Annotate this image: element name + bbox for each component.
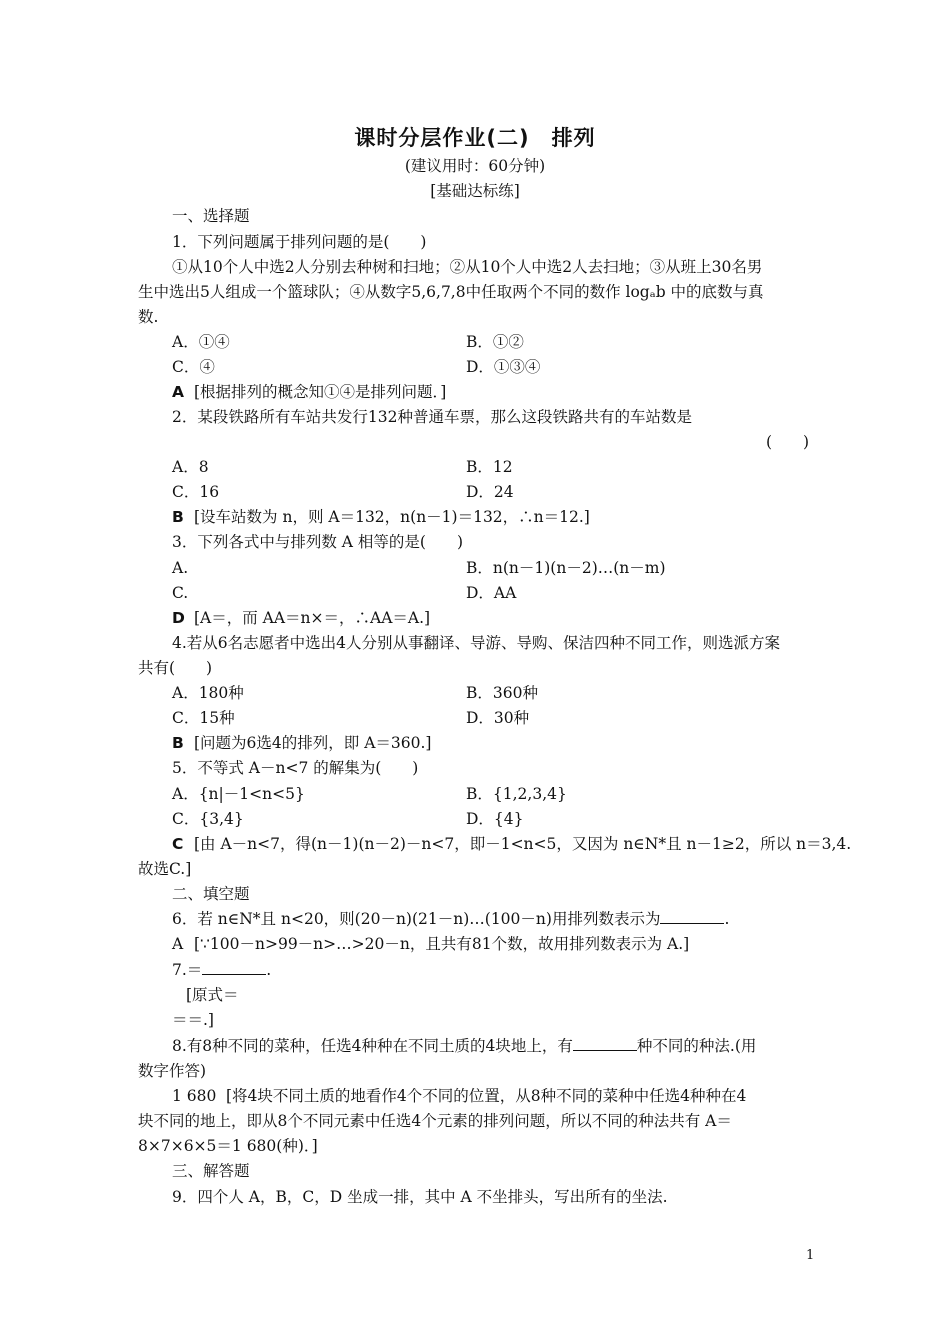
page-number: 1 <box>806 1248 815 1263</box>
question-8-blank <box>573 1036 637 1051</box>
question-2-explanation: [设车站数为 n，则 A＝132，n(n－1)＝132，∴n＝12.] <box>194 508 590 526</box>
question-2-option-a: A．8 <box>172 458 209 476</box>
question-1-explanation: [根据排列的概念知①④是排列问题．] <box>194 383 447 401</box>
question-2-option-d: D．24 <box>466 483 514 501</box>
question-2-paren: ( ) <box>766 433 810 451</box>
question-1-option-b: B．①② <box>466 333 524 351</box>
question-1-option-d: D．①③④ <box>466 358 541 376</box>
question-8-explanation-line1: [将4块不同土质的地看作4个不同的位置，从8种不同的菜种中任选4种种在4 <box>226 1087 747 1105</box>
question-8-answer: 1 680 <box>172 1087 217 1105</box>
question-5-explanation-line2: 故选C.] <box>138 860 192 878</box>
question-4-option-b: B．360种 <box>466 684 538 702</box>
question-3-option-a: A. <box>172 559 189 577</box>
question-6-stem-text: 6．若 n∈N*且 n<20，则(20－n)(21－n)…(100－n)用排列数表示为 <box>172 910 661 928</box>
question-6-explanation: [∵100－n>99－n>…>20－n，且共有81个数，故用排列数表示为 A.] <box>194 935 690 953</box>
question-5-option-b: B．{1,2,3,4} <box>466 785 567 803</box>
page-title: 课时分层作业(二) 排列 <box>354 126 596 150</box>
question-4-option-c: C．15种 <box>172 709 235 727</box>
question-8-stem-end: 种不同的种法.(用 <box>636 1037 757 1055</box>
question-6-stem <box>172 909 729 929</box>
question-4-stem-line2: 共有( ) <box>138 659 213 677</box>
question-3-option-d: D．AA <box>466 584 517 602</box>
section-heading-fill: 二、填空题 <box>172 885 250 903</box>
question-6-stem-end: . <box>724 910 730 928</box>
level-tag: [基础达标练] <box>430 182 520 200</box>
question-3-explanation: [A＝，而 AA＝n×＝，∴AA＝A.] <box>194 609 431 627</box>
question-5-explanation-line1: [由 A－n<7，得(n－1)(n－2)－n<7，即－1<n<5，又因为 n∈N*且 n－1≥2，所以 n＝3,4. <box>194 835 852 853</box>
question-1-body-line2: 生中选出5人组成一个篮球队；④从数字5,6,7,8中任取两个不同的数作 logₐb 中的底数与真 <box>138 283 764 301</box>
question-9-stem: 9．四个人 A，B，C，D 坐成一排，其中 A 不坐排头，写出所有的坐法. <box>172 1188 668 1206</box>
question-5-option-a: A．{n|－1<n<5} <box>172 785 305 803</box>
time-note: (建议用时：60分钟) <box>404 157 546 175</box>
question-4-stem-line1: 4.若从6名志愿者中选出4人分别从事翻译、导游、导购、保洁四种不同工作，则选派方案 <box>172 634 781 652</box>
question-6-answer: A <box>172 935 184 953</box>
question-1-body-line1: ①从10个人中选2人分别去种树和扫地；②从10个人中选2人去扫地；③从班上30名男 <box>172 258 763 276</box>
question-4-answer: B <box>172 734 184 752</box>
question-3-answer: D <box>172 609 185 627</box>
question-4-option-d: D．30种 <box>466 709 530 727</box>
question-3-stem: 3．下列各式中与排列数 A 相等的是( ) <box>172 533 464 551</box>
question-8-explanation-line3: 8×7×6×5＝1 680(种)．] <box>138 1137 318 1155</box>
section-heading-choice: 一、选择题 <box>172 207 250 225</box>
question-2-stem: 2．某段铁路所有车站共发行132种普通车票，那么这段铁路共有的车站数是 <box>172 408 692 426</box>
question-5-option-c: C．{3,4} <box>172 810 244 828</box>
question-4-option-a: A．180种 <box>172 684 244 702</box>
question-7-explanation-line1: [原式＝ <box>186 986 239 1004</box>
question-4-explanation: [问题为6选4的排列，即 A＝360.] <box>194 734 432 752</box>
question-8-stem-line2: 数字作答) <box>138 1062 207 1080</box>
question-5-option-d: D．{4} <box>466 810 524 828</box>
question-2-option-c: C．16 <box>172 483 220 501</box>
question-1-stem: 1．下列问题属于排列问题的是( ) <box>172 233 427 251</box>
question-7-explanation-line2: ＝＝.] <box>172 1011 214 1029</box>
question-7-stem-text: 7.＝ <box>172 961 203 979</box>
question-2-answer: B <box>172 508 184 526</box>
question-7-stem <box>172 960 271 980</box>
question-3-option-b: B．n(n－1)(n－2)…(n－m) <box>466 559 666 577</box>
question-7-stem-end: . <box>266 961 272 979</box>
question-7-blank <box>202 960 266 975</box>
question-8-stem <box>172 1036 756 1056</box>
section-heading-solve: 三、解答题 <box>172 1162 250 1180</box>
question-5-stem: 5．不等式 A－n<7 的解集为( ) <box>172 759 419 777</box>
question-1-option-a: A．①④ <box>172 333 230 351</box>
question-5-answer: C <box>172 835 184 853</box>
question-1-answer: A <box>172 383 184 401</box>
question-6-blank <box>660 909 724 924</box>
question-3-option-c: C. <box>172 584 189 602</box>
question-2-option-b: B．12 <box>466 458 513 476</box>
question-1-option-c: C．④ <box>172 358 215 376</box>
question-1-body-line3: 数. <box>138 308 159 326</box>
question-8-explanation-line2: 块不同的地上，即从8个不同元素中任选4个元素的排列问题，所以不同的种法共有 A＝ <box>138 1112 732 1130</box>
question-8-stem-text: 8.有8种不同的菜种，任选4种种在不同土质的4块地上，有 <box>172 1037 573 1055</box>
